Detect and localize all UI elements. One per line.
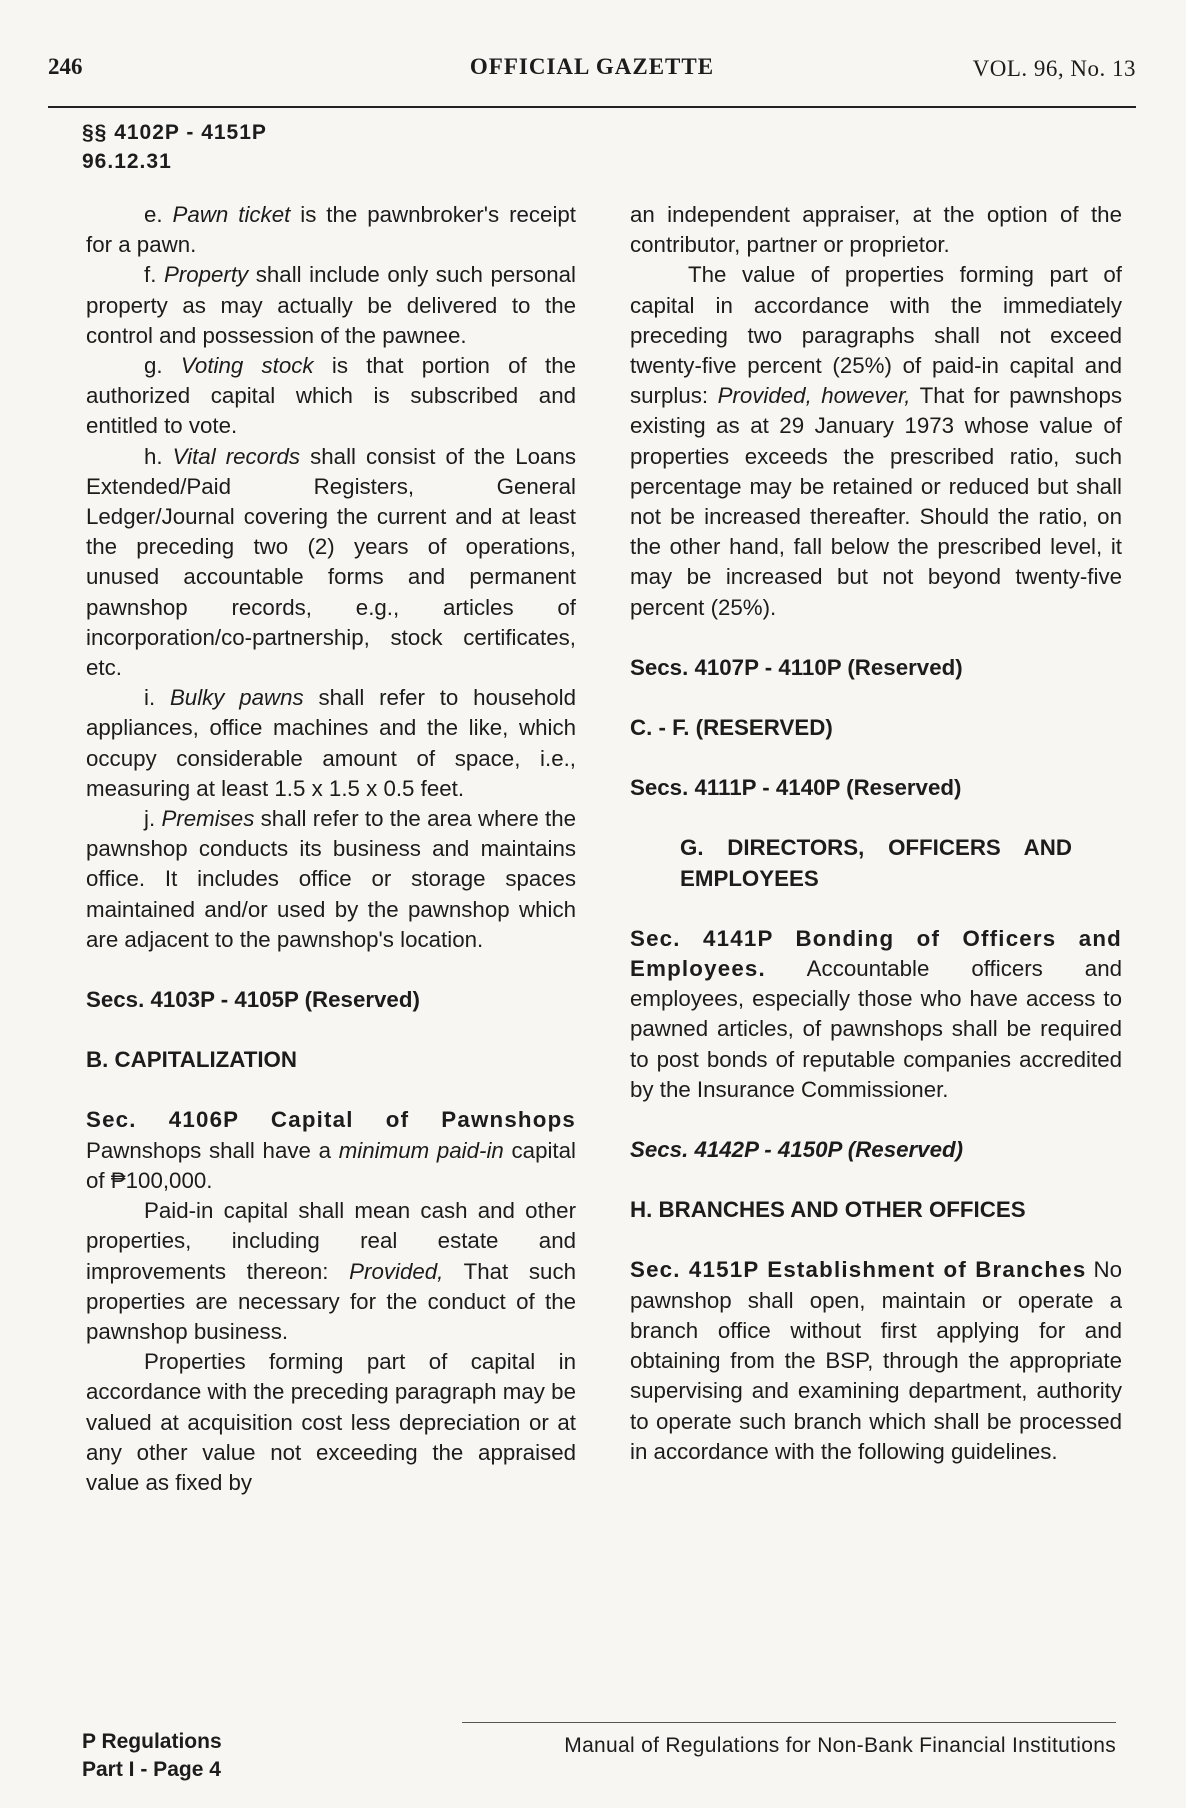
spacer (630, 1165, 1122, 1195)
page-header (48, 50, 1136, 90)
sec-4141p (630, 924, 1122, 1105)
proviso-italic: Provided, (349, 1258, 444, 1284)
section-text: Pawnshops shall have a (86, 1137, 339, 1163)
definition-text: is the pawnbroker's receipt for a pawn. (86, 202, 577, 258)
footer-manual-title: Manual of Regulations for Non-Bank Financial Institutions (564, 1734, 1116, 1757)
left-column (86, 200, 576, 1498)
item-letter: e. (144, 202, 173, 227)
definition-text: shall consist of the Loans Extended/Paid Registers, General Ledger/Journal covering the current and at least the preceding two (2) years of operations, unused accountable forms and permanent pawnshop records, e.g., articles of incorporation/co-partnership, stock certificates, etc. (86, 443, 576, 681)
spacer (630, 1105, 1122, 1135)
paragraph-text: That such properties are necessary for the conduct of the pawnshop business. (86, 1258, 576, 1344)
section-text: capital of ₱100,000. (86, 1137, 576, 1193)
defined-term: Bulky pawns (169, 685, 304, 711)
section-reference (82, 118, 267, 176)
value-of-properties-paragraph (630, 260, 1122, 622)
section-title: Sec. 4151P Establishment of Branches (630, 1257, 1087, 1283)
section-date: 96.12.31 (82, 150, 172, 173)
item-letter: j. (144, 806, 162, 832)
section-range: §§ 4102P - 4151P (82, 121, 267, 144)
header-rule (48, 106, 1136, 108)
section-heading-h: H. BRANCHES AND OTHER OFFICES (630, 1197, 1026, 1223)
reserved-sections: Secs. 4107P - 4110P (Reserved) (630, 654, 963, 680)
spacer (86, 955, 576, 985)
definition-j (86, 804, 576, 955)
item-letter: i. (144, 685, 170, 711)
right-column (630, 200, 1122, 1467)
proviso-italic: Provided, however, (717, 383, 911, 409)
defined-term: Vital records (172, 443, 301, 469)
footer-regulations: P Regulations (82, 1730, 222, 1753)
footer-part (82, 1728, 222, 1784)
spacer (86, 1075, 576, 1105)
section-text: No pawnshop shall open, maintain or operate a branch office without first applying for and obtaining from the BSP, through the appropriate supervising and examining department, authority to operate such branch which shall be processed in accordance with the following guidelines. (630, 1257, 1122, 1464)
publication-title: OFFICIAL GAZETTE (469, 54, 715, 79)
paragraph-text: That for pawnshops existing as at 29 January 1973 whose value of properties exceeds the prescribed ratio, such percentage may be retained or reduced but shall not be increased thereafter. Should the ratio, on the other hand, fall below the prescribed level, it may be increased but not beyond twenty-five percent (25%). (630, 383, 1122, 620)
section-title: Sec. 4141P Bonding of Officers and Employees. (630, 925, 1122, 982)
defined-term: Premises (161, 806, 255, 832)
section-text: Accountable officers and employees, especially those who have access to pawned articles, of pawnshops shall be required to post bonds of reputable companies accredited by the Insurance Commissioner. (630, 956, 1122, 1102)
continued-paragraph: an independent appraiser, at the option of the contributor, partner or proprietor. (630, 202, 1122, 258)
reserved-sections: Secs. 4142P - 4150P (Reserved) (630, 1137, 964, 1163)
section-heading-g: G. DIRECTORS, OFFICERS AND EMPLOYEES (680, 835, 1072, 891)
item-letter: g. (144, 353, 181, 379)
definition-i (86, 683, 576, 804)
paid-in-capital-paragraph (86, 1196, 576, 1347)
item-letter: h. (144, 443, 173, 469)
spacer (630, 1225, 1122, 1255)
section-text-italic: minimum paid-in (338, 1137, 504, 1163)
defined-term: Voting stock (180, 353, 314, 379)
page-footer (82, 1722, 1116, 1782)
definition-text: shall refer to the area where the pawnshop conducts its business and maintains office. It includes office or storage spaces maintained and/or used by the pawnshop which are adjacent to the pawnshop's location. (86, 806, 576, 952)
definition-h (86, 442, 576, 684)
definition-e (86, 200, 576, 260)
footer-rule (462, 1722, 1116, 1723)
paragraph-text: Paid-in capital shall mean cash and other properties, including real estate and improvements thereon: (86, 1198, 576, 1284)
page-number: 246 (48, 54, 83, 79)
properties-paragraph: Properties forming part of capital in accordance with the preceding paragraph may be valued at acquisition cost less depreciation or at any other value not exceeding the appraised value as fixed by (86, 1349, 576, 1495)
footer-page: Part I - Page 4 (82, 1758, 221, 1781)
section-title: Sec. 4106P Capital of Pawnshops (86, 1107, 576, 1133)
definition-text: shall include only such personal property as may actually be delivered to the control and possession of the pawnee. (86, 262, 576, 348)
spacer (630, 683, 1122, 713)
spacer (630, 894, 1122, 924)
item-letter: f. (144, 262, 164, 288)
section-heading-b: B. CAPITALIZATION (86, 1047, 297, 1073)
sec-4151p (630, 1255, 1122, 1466)
definition-f (86, 260, 576, 351)
reserved-sections: Secs. 4103P - 4105P (Reserved) (86, 987, 420, 1013)
sec-4106p (86, 1105, 576, 1196)
defined-term: Pawn ticket (172, 202, 291, 227)
defined-term: Property (163, 262, 249, 288)
paragraph-text: The value of properties forming part of capital in accordance with the immediately preceding two paragraphs shall not exceed twenty-five percent (25%) of paid-in capital and surplus: (630, 262, 1122, 409)
section-heading-c-f: C. - F. (RESERVED) (630, 715, 833, 741)
reserved-sections: Secs. 4111P - 4140P (Reserved) (630, 775, 962, 801)
volume-number: VOL. 96, No. 13 (972, 56, 1136, 81)
spacer (630, 803, 1122, 833)
spacer (86, 1015, 576, 1045)
definition-text: shall refer to household appliances, office machines and the like, which occupy considerable amount of space, i.e., measuring at least 1.5 x 1.5 x 0.5 feet. (86, 685, 577, 801)
definition-g (86, 351, 576, 442)
spacer (630, 623, 1122, 653)
spacer (630, 743, 1122, 773)
definition-text: is that portion of the authorized capital which is subscribed and entitled to vote. (86, 353, 576, 439)
